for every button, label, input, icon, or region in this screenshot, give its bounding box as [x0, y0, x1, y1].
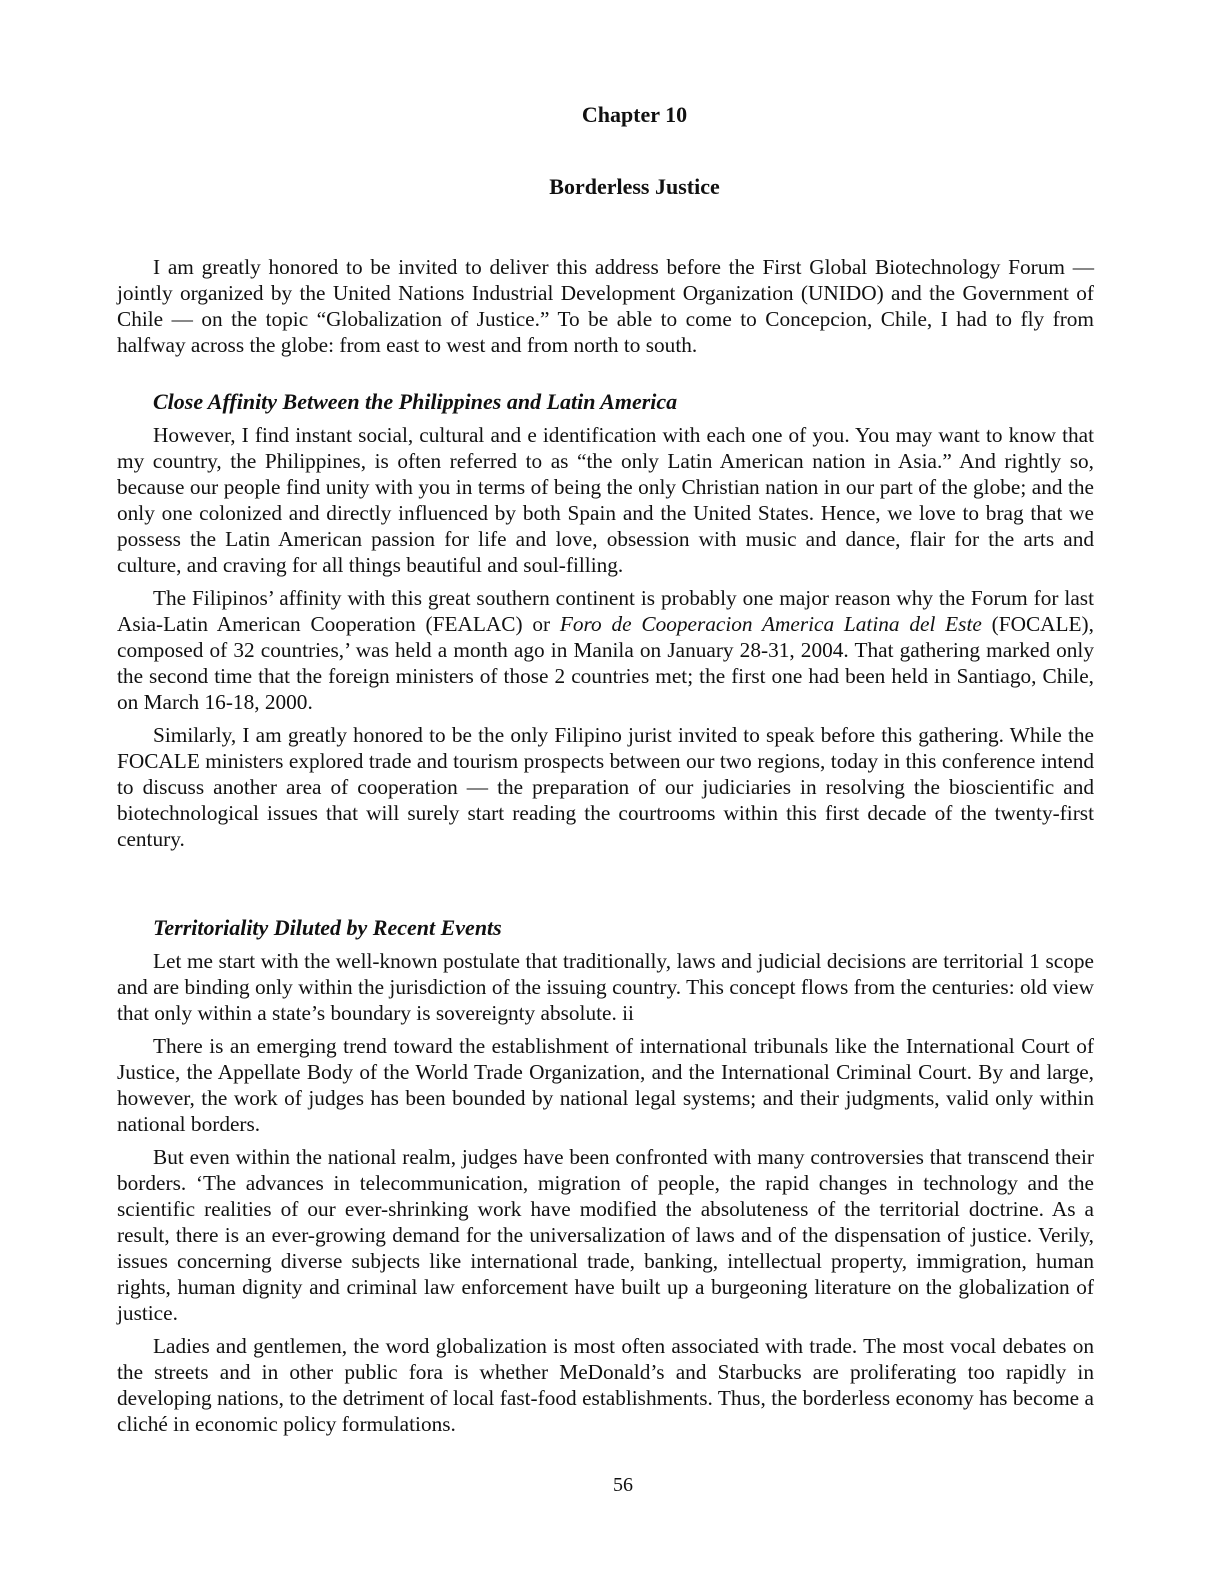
section-heading-affinity: Close Affinity Between the Philippines and Latin America [153, 389, 678, 414]
territoriality-paragraph-4: Ladies and gentlemen, the word globalization is most often associated with trade. The most vocal debates on the streets and in other public fora is whether MeDonald’s and Starbucks are proliferating too rapidly in developing nations, to the detriment of local fast-food establishments. Thus, the borderless economy has become a cliché in economic policy formulations. [117, 1334, 1094, 1436]
affinity-paragraph-2-text-a: The Filipinos’ affinity with this great southern continent is probably one major reason why the Forum for last Asia-Latin American Cooperation (FEALAC) or [117, 586, 1094, 636]
affinity-paragraph-2-italic: Foro de Cooperacion America Latina del Este [559, 612, 982, 636]
chapter-number: Chapter 10 [581, 102, 688, 127]
affinity-paragraph-2-text-b: (FOCALE), composed of 32 countries,’ was held a month ago in Manila on January 28-31, 2004. That gathering marked only the second time that the foreign ministers of those 2 countries met; the first one had been held in Santiago, Chile, on March 16-18, 2000. [117, 612, 1094, 714]
document-page [117, 0, 1094, 1584]
intro-block [117, 254, 1094, 358]
affinity-paragraph-3: Similarly, I am greatly honored to be the only Filipino jurist invited to speak before this gathering. While the FOCALE ministers explored trade and tourism prospects between our two regions, today in this conference intend to discuss another area of cooperation — the preparation of our judiciaries in resolving the bioscientific and biotechnological issues that will surely start reading the courtrooms within this first decade of the twenty-first century. [117, 723, 1094, 851]
territoriality-paragraph-1: Let me start with the well-known postulate that traditionally, laws and judicial decisions are territorial 1 scope and are binding only within the jurisdiction of the issuing country. This concept flows from the centuries: old view that only within a state’s boundary is sovereignty absolute. ii [117, 949, 1094, 1025]
page-number: 56 [613, 1474, 633, 1496]
section-territoriality [117, 915, 1094, 1437]
territoriality-paragraph-2: There is an emerging trend toward the establishment of international tribunals like the International Court of Justice, the Appellate Body of the World Trade Organization, and the International Criminal Court. By and large, however, the work of judges has been bounded by national legal systems; and their judgments, valid only within national borders. [117, 1034, 1094, 1136]
section-affinity [117, 389, 1094, 852]
intro-paragraph: I am greatly honored to be invited to deliver this address before the First Global Biotechnology Forum — jointly organized by the United Nations Industrial Development Organization (UNIDO) and the Government of Chile — on the topic “Globalization of Justice.” To be able to come to Concepcion, Chile, I had to fly from halfway across the globe: from east to west and from north to south. [117, 255, 1094, 357]
chapter-title: Borderless Justice [549, 174, 720, 199]
territoriality-paragraph-3: But even within the national realm, judges have been confronted with many controversies that transcend their borders. ‘The advances in telecommunication, migration of people, the rapid changes in technology and the scientific realities of our ever-shrinking work have modified the absoluteness of the territorial doctrine. As a result, there is an ever-growing demand for the universalization of laws and of the dispensation of justice. Verily, issues concerning diverse subjects like international trade, banking, intellectual property, immigration, human rights, human dignity and criminal law enforcement have built up a burgeoning literature on the globalization of justice. [117, 1145, 1094, 1325]
section-heading-territoriality: Territoriality Diluted by Recent Events [153, 915, 502, 940]
affinity-paragraph-1: However, I find instant social, cultural and e identification with each one of you. You may want to know that my country, the Philippines, is often referred to as “the only Latin American nation in Asia.” And rightly so, because our people find unity with you in terms of being the only Christian nation in our part of the globe; and the only one colonized and directly influenced by both Spain and the United States. Hence, we love to brag that we possess the Latin American passion for life and love, obsession with music and dance, flair for the arts and culture, and craving for all things beautiful and soul-filling. [117, 423, 1094, 577]
affinity-paragraph-2 [117, 585, 1094, 715]
